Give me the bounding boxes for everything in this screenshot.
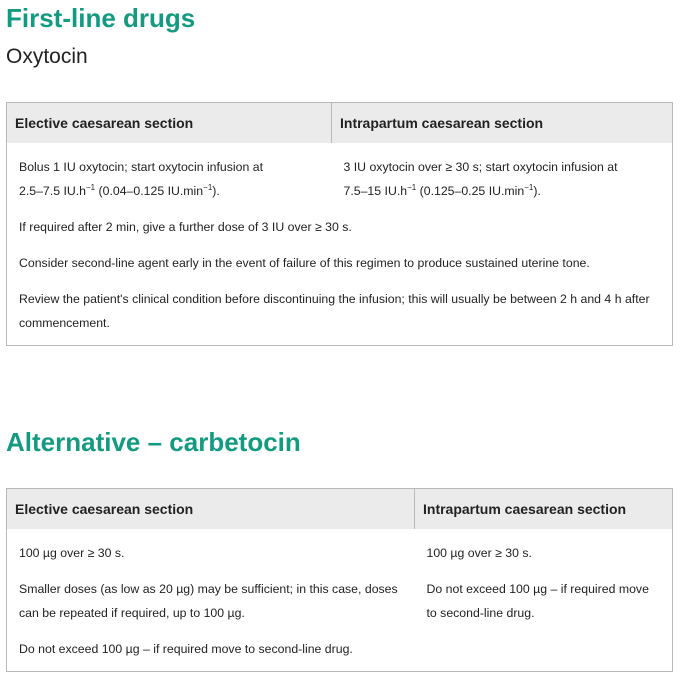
carbetocin-elective-header: Elective caesarean section [7,489,415,530]
oxytocin-elective-dose [7,143,332,203]
superscript: −1 [524,182,534,192]
oxytocin-elective-header: Elective caesarean section [7,103,332,144]
oxytocin-second-line-note: Consider second-line agent early in the event of failure of this regimen to produce sustained uterine tone. [19,256,590,270]
carbetocin-intrapartum-header: Intrapartum caesarean section [415,489,673,530]
oxytocin-intrapartum-header: Intrapartum caesarean section [332,103,673,144]
carbetocin-table [6,488,673,672]
superscript: −1 [86,182,96,192]
carbetocin-elective-limit: Do not exceed 100 µg – if required move to second-line drug. [19,642,353,656]
superscript: −1 [407,182,417,192]
oxytocin-intrapartum-rate: 7.5–15 IU.h [343,184,408,198]
oxytocin-intrapartum-rate-min: (0.125–0.25 IU.min [416,184,525,198]
alternative-heading: Alternative – carbetocin [6,427,301,457]
carbetocin-intrapartum-limit: Do not exceed 100 µg – if required move to second-line drug. [426,582,649,620]
carbetocin-elective-dose: 100 µg over ≥ 30 s. [19,546,125,560]
first-line-heading: First-line drugs [6,3,196,33]
oxytocin-subheading: Oxytocin [6,45,88,68]
oxytocin-elective-dose-line1: Bolus 1 IU oxytocin; start oxytocin infusion at [19,160,264,174]
oxytocin-elective-rate-close: ). [212,184,220,198]
carbetocin-empty-cell [415,625,673,672]
carbetocin-elective-smaller-doses: Smaller doses (as low as 20 µg) may be sufficient; in this case, doses can be repeated if required, up to 100 µg. [19,582,398,620]
oxytocin-review-note: Review the patient's clinical condition before discontinuing the infusion; this will usually be between 2 h and 4 h after commencement. [19,292,650,330]
superscript: −1 [203,182,213,192]
oxytocin-intrapartum-dose-line1: 3 IU oxytocin over ≥ 30 s; start oxytocin infusion at [343,160,618,174]
carbetocin-intrapartum-dose: 100 µg over ≥ 30 s. [426,546,532,560]
oxytocin-elective-rate-min: (0.04–0.125 IU.min [95,184,204,198]
oxytocin-intrapartum-dose [332,143,673,203]
oxytocin-table [6,102,673,346]
oxytocin-further-dose: If required after 2 min, give a further dose of 3 IU over ≥ 30 s. [19,220,352,234]
oxytocin-intrapartum-rate-close: ). [533,184,541,198]
oxytocin-elective-rate: 2.5–7.5 IU.h [19,184,86,198]
